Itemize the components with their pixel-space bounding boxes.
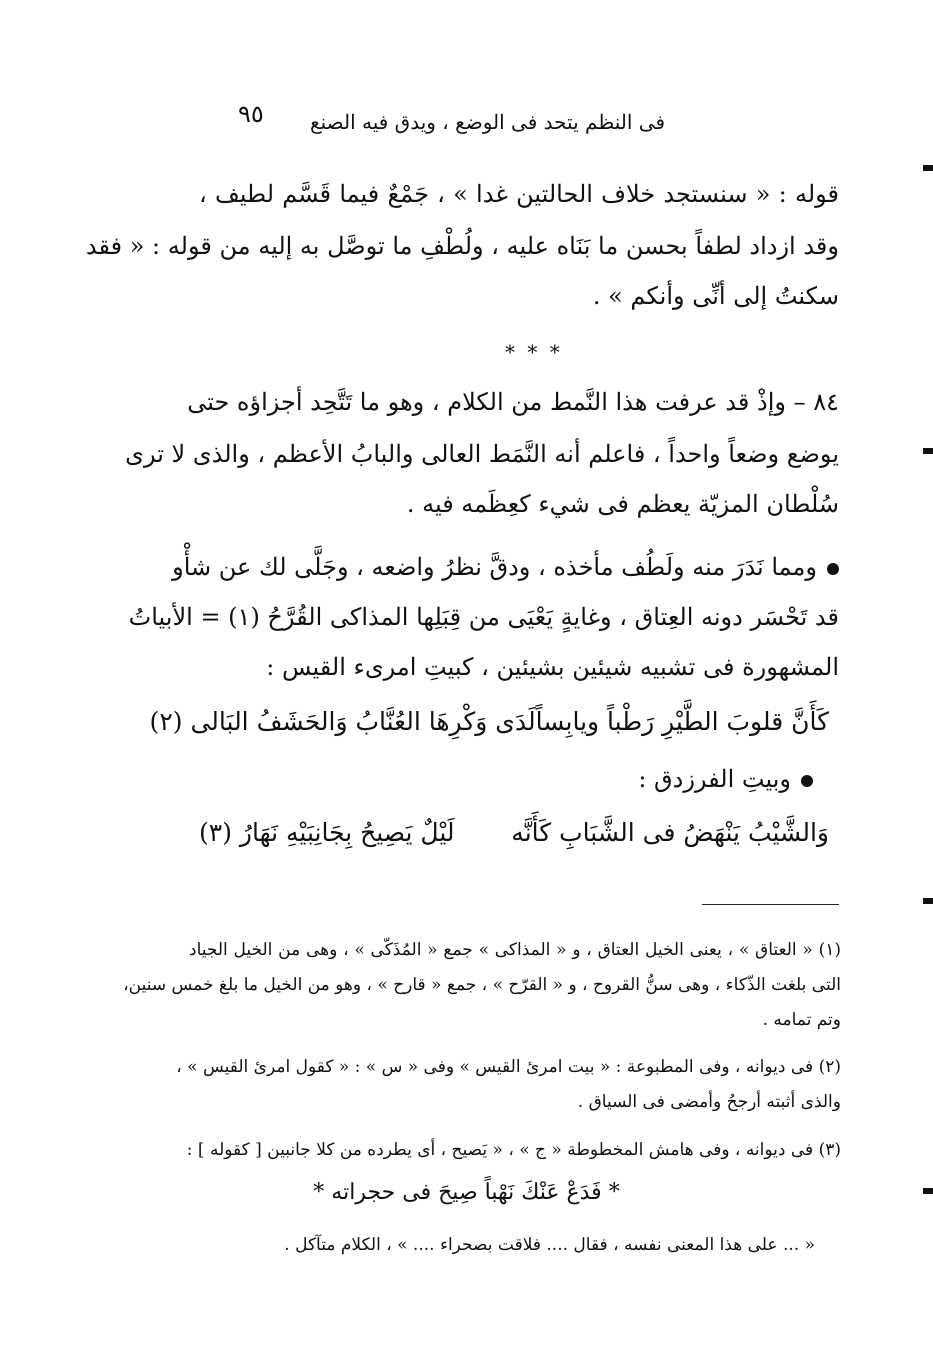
footnote-2-line-2: والذى أثبته أرجحُ وأمضى فى السياق . [577,1092,841,1112]
margin-mark [923,1188,933,1194]
section-separator: * * * [505,340,563,364]
margin-mark [923,898,933,904]
para2-line-3: سُلْطان المزيّة يعظم فى شيء كعِظَمه فيه . [406,490,839,518]
footnote-1-line-2: التى بلغت الذّكاء ، وهى سنُّ القروح ، و « القرّح » ، جمع « قارح » ، وهو من الخيل ما بلغ خمس سنين، [123,975,841,995]
bullet-icon [801,775,813,787]
footnote-2-line-1: (٢) فى ديوانه ، وفى المطبوعة : « بيت امرئ القيس » وفى « س » : « كقول امرئ القيس » ، [176,1057,841,1077]
para2-line-1: ٨٤ – وإذْ قد عرفت هذا النَّمط من الكلام ، وهو ما تَتَّحِد أجزاؤه حتى [187,388,839,416]
verse-farazdaq [199,818,829,847]
para3-line-1-text: ومما نَدَرَ منه ولَطُف مأخذه ، ودقَّ نظرُ واضعه ، وجَلَّى لك عن شأْو [172,553,817,581]
para4-line [173,765,813,793]
footnote-rule [702,904,839,905]
para4-text: وبيتِ الفرزدق : [638,765,791,793]
footnote-1-line-3: وتم تمامه . [762,1010,841,1030]
verse1-first-hemistich: كَأَنَّ قلوبَ الطَّيْرِ رَطْباً ويابِساً [535,707,829,736]
margin-mark [923,165,933,171]
para3-line-3: المشهورة فى تشبيه شيئين بشيئين ، كبيتِ امرىء القيس : [266,653,839,681]
bullet-icon [827,563,839,575]
running-header-title: فى النظم يتحد فى الوضع ، ويدق فيه الصنع [309,110,665,134]
para1-line-3: سكنتُ إلى أنِّى وأنكم » . [592,282,839,310]
footnote-3-verse: * فَدَعْ عَنْكَ نَهْباً صِيحَ فى حجراته * [313,1180,620,1205]
verse1-second-hemistich: لَدَى وَكْرِهَا العُنَّابُ وَالحَشَفُ البَالى (٢) [149,707,536,736]
verse2-first-hemistich: وَالشَّيْبُ يَنْهَضُ فى الشَّبَابِ كَأَنَّه [511,818,829,847]
page-number: ٩٥ [238,100,264,128]
footnote-1-line-1: (١) « العتاق » ، يعنى الخيل العتاق ، و « المذاكى » جمع « المُذَكّى » ، وهى من الخيل الجياد [189,940,841,960]
para2-line-2: يوضع وضعاً واحداً ، فاعلم أنه النَّمَط العالى والبابُ الأعظم ، والذى لا ترى [125,440,839,468]
para3-line-2: قد تَحْسَر دونه العِتاق ، وغايةٍ يَعْيَى من قِبَلِها المذاكى القُرَّحُ (١) = الأبياتُ [128,603,839,631]
para1-line-1: قوله : « سنستجد خلاف الحالتين غدا » ، جَمْعٌ فيما قَسَّم لطيف ، [199,180,839,208]
footnote-3-line-3: « ... على هذا المعنى نفسه ، فقال .... فلاقت بصحراء .... » ، الكلام متآكل . [284,1235,815,1255]
footnote-3-line-1: (٣) فى ديوانه ، وفى هامش المخطوطة « ج » ، « يَصيح ، أى يطرده من كلا جانبين [ كقوله ] : [186,1140,841,1160]
para1-line-2: وقد ازداد لطفاً بحسن ما بَنَاه عليه ، ولُطْفِ ما توصَّل به إليه من قوله : « فقد [85,232,839,260]
verse2-second-hemistich: لَيْلٌ يَصِيحُ بِجَانِبَيْهِ نَهَارُ (٣) [199,818,455,847]
margin-mark [923,448,933,454]
para3-line-1 [172,553,839,581]
verse-imru-al-qays [149,707,829,736]
